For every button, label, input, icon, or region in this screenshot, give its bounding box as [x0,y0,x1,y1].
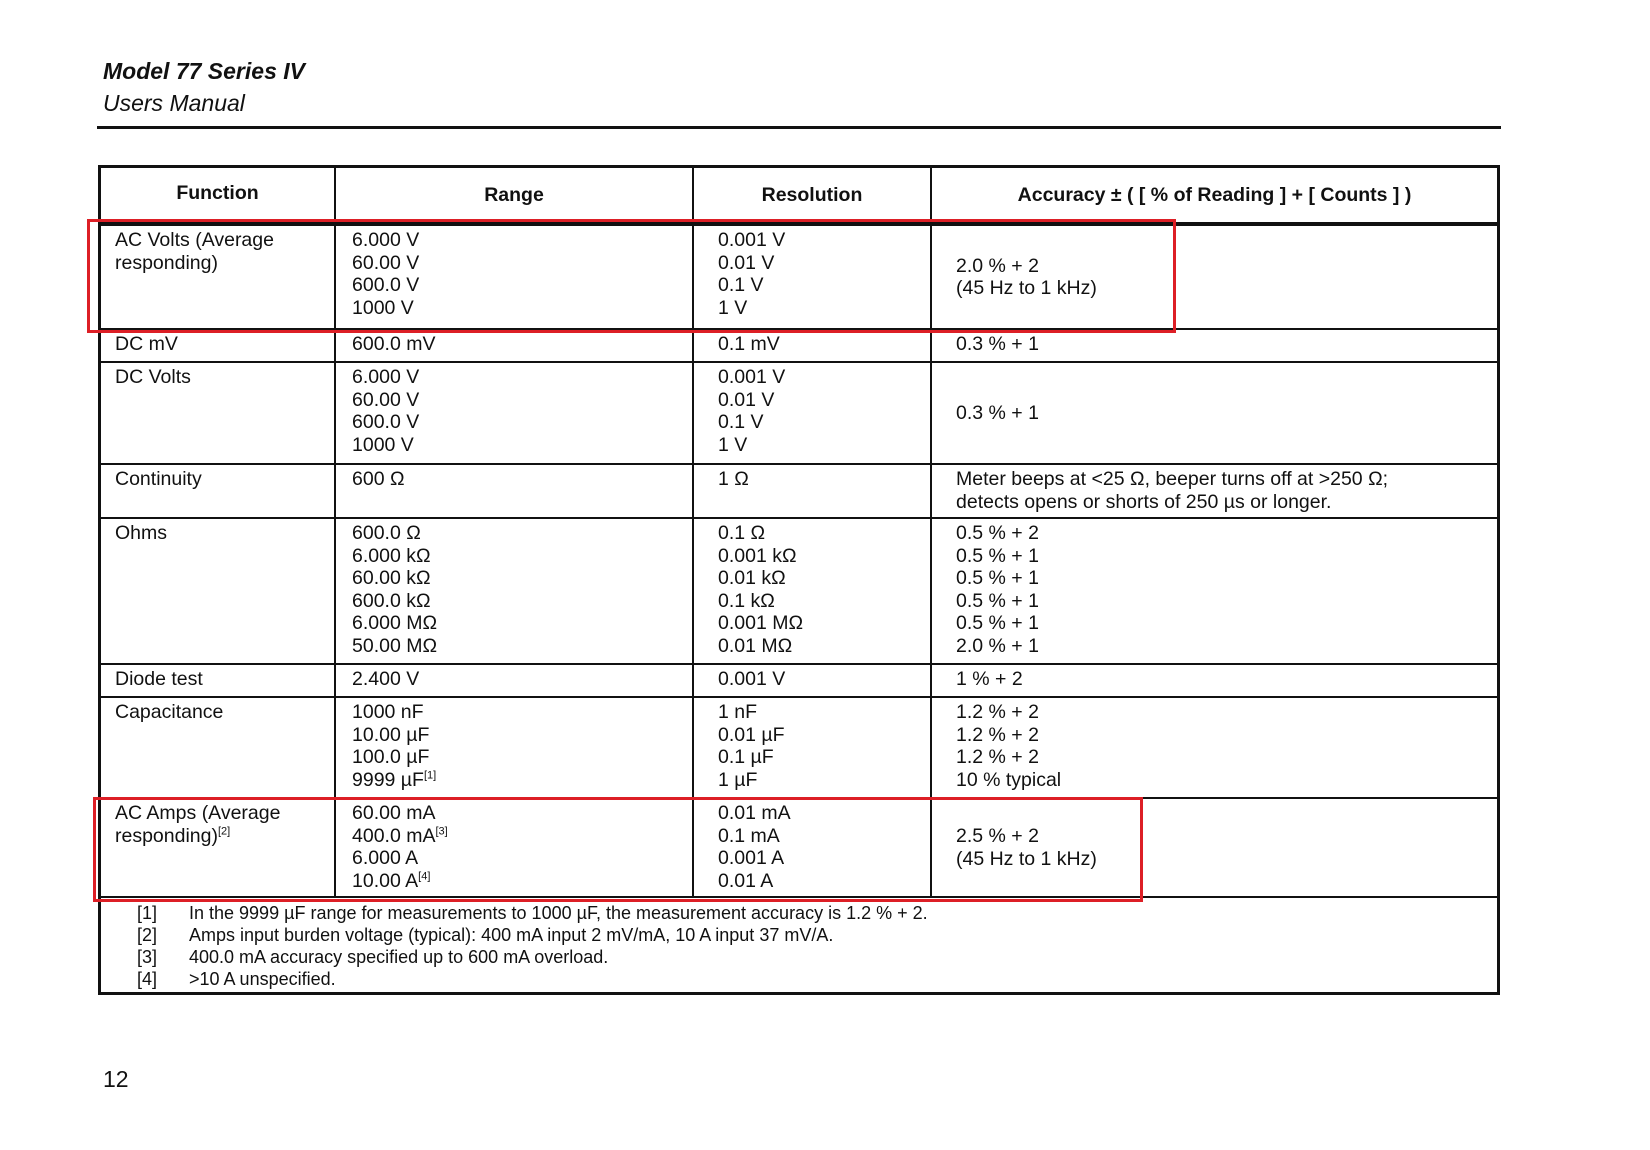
resolution-value: 0.1 µF [718,746,774,768]
accuracy-value: 10 % typical [956,768,1062,791]
range-cell [336,330,694,361]
footnote-number: [2] [137,925,158,945]
function-value: AC Volts (Average [115,229,274,251]
accuracy-value: (45 Hz to 1 kHz) [956,847,1097,870]
accuracy-cell [932,519,1497,663]
accuracy-value: (45 Hz to 1 kHz) [956,277,1097,299]
resolution-value: 0.001 V [718,668,786,690]
resolution-value: 0.001 A [718,847,785,869]
highlight-box-ac-amps [93,797,1143,902]
range-value: 50.00 MΩ [352,634,438,657]
function-value: Continuity [115,468,202,490]
accuracy-cell [932,330,1497,361]
accuracy-value: detects opens or shorts of 250 µs or longer. [956,490,1332,513]
accuracy-cell [932,465,1497,517]
function-value: DC mV [115,333,178,355]
resolution-cell [694,698,932,797]
resolution-cell [694,363,932,463]
function-cell [101,465,336,517]
footnote-reference: [2] [217,825,231,837]
manual-title: Model 77 Series IV [103,58,305,84]
range-value: 1000 V [352,296,414,319]
footnotes [101,898,1497,992]
function-cell [101,665,336,696]
range-value: 600 Ω [352,468,405,490]
table-row-dc-mv [101,330,1497,363]
resolution-value: 0.01 V [718,251,775,274]
footnote-text: 400.0 mA accuracy specified up to 600 mA overload. [189,947,609,967]
resolution-value: 1 V [718,296,748,319]
function-cell [101,363,336,463]
range-value: 6.000 MΩ [352,612,438,634]
range-value: 600.0 V [352,274,420,296]
accuracy-value: 1.2 % + 2 [956,746,1039,768]
footnote-text: In the 9999 µF range for measurements to 1000 µF, the measurement accuracy is 1.2 % + 2. [189,903,928,923]
resolution-value: 0.1 Ω [718,522,766,544]
accuracy-value: 1 % + 2 [956,668,1023,690]
footnote-item [101,924,1497,946]
table-row-dc-volts [101,363,1497,465]
resolution-value: 0.1 mA [718,824,780,847]
range-value: 10.00 A[4] [352,869,431,892]
accuracy-value: 0.5 % + 1 [956,567,1039,589]
accuracy-value: Meter beeps at <25 Ω, beeper turns off at >250 Ω; [956,468,1389,490]
footnote-reference: [4] [418,870,431,882]
footnote-number: [1] [137,903,158,923]
resolution-value: 0.001 V [718,229,786,251]
accuracy-cell [932,363,1497,463]
resolution-cell [694,519,932,663]
resolution-value: 0.1 mV [718,333,780,355]
range-cell [336,363,694,463]
resolution-value: 1 nF [718,701,758,723]
range-value: 60.00 kΩ [352,567,431,589]
resolution-cell [694,465,932,517]
table-row-capacitance [101,698,1497,799]
column-header-resolution: Resolution [694,168,932,222]
resolution-value: 0.001 MΩ [718,612,804,634]
footnote-item [101,946,1497,968]
footnote-number: [4] [137,969,158,989]
range-value: 600.0 V [352,411,420,433]
column-header-range: Range [336,168,694,222]
resolution-cell [694,330,932,361]
footnote-reference: [3] [435,825,448,837]
footnote-number: [3] [137,947,158,967]
resolution-value: 0.01 MΩ [718,634,793,657]
range-value: 60.00 mA [352,802,436,824]
range-cell [336,665,694,696]
resolution-value: 1 V [718,433,748,456]
function-value: responding)[2] [115,824,231,847]
range-value: 6.000 kΩ [352,544,431,567]
resolution-value: 0.1 V [718,274,764,296]
range-value: 1000 V [352,433,414,456]
accuracy-value: 0.5 % + 1 [956,612,1039,634]
range-cell [336,698,694,797]
resolution-value: 0.01 mA [718,802,791,824]
resolution-value: 0.01 kΩ [718,567,786,589]
footnote-text: Amps input burden voltage (typical): 400 mA input 2 mV/mA, 10 A input 37 mV/A. [189,925,834,945]
range-value: 6.000 A [352,847,419,869]
function-value: Ohms [115,522,168,544]
resolution-value: 1 Ω [718,468,749,490]
table-row-ohms [101,519,1497,665]
column-header-function: Function [101,168,336,222]
range-cell [336,519,694,663]
range-value: 600.0 kΩ [352,589,431,612]
table-header-row [101,168,1497,226]
range-value: 10.00 µF [352,723,430,746]
range-value: 100.0 µF [352,746,430,768]
range-value: 1000 nF [352,701,424,723]
range-value: 600.0 Ω [352,522,421,544]
footnote-item [101,902,1497,924]
header-rule [97,126,1501,129]
accuracy-value: 0.5 % + 1 [956,544,1039,567]
range-value: 6.000 V [352,229,420,251]
column-header-accuracy: Accuracy ± ( [ % of Reading ] + [ Counts ] ) [1017,183,1412,206]
footnote-reference: [1] [423,769,437,781]
range-value: 600.0 mV [352,333,436,355]
range-value: 2.400 V [352,668,420,690]
page-number: 12 [103,1066,129,1092]
resolution-value: 0.01 V [718,388,775,411]
table-row-diode-test [101,665,1497,698]
resolution-value: 1 µF [718,768,758,791]
accuracy-value: 1.2 % + 2 [956,723,1039,746]
function-cell [101,330,336,361]
resolution-value: 0.1 kΩ [718,589,775,612]
function-value: Diode test [115,668,203,690]
range-value: 400.0 mA[3] [352,824,448,847]
range-value: 6.000 V [352,366,420,388]
function-value: Capacitance [115,701,224,723]
highlight-box-ac-volts [87,219,1176,333]
range-value: 9999 µF[1] [352,768,437,791]
resolution-cell [694,665,932,696]
accuracy-value: 2.0 % + 2 [956,254,1039,277]
resolution-value: 0.001 kΩ [718,544,797,567]
resolution-value: 0.01 µF [718,723,785,746]
function-value: AC Amps (Average [115,802,281,824]
function-cell [101,698,336,797]
accuracy-value: 2.0 % + 1 [956,634,1039,657]
function-cell [101,519,336,663]
accuracy-cell [932,698,1497,797]
accuracy-value: 0.5 % + 1 [956,589,1039,612]
accuracy-value: 1.2 % + 2 [956,701,1039,723]
manual-subtitle: Users Manual [103,90,245,116]
resolution-value: 0.1 V [718,411,764,433]
resolution-value: 0.001 V [718,366,786,388]
range-value: 60.00 V [352,388,420,411]
function-value: DC Volts [115,366,191,388]
range-cell [336,465,694,517]
accuracy-value: 0.3 % + 1 [956,333,1039,355]
accuracy-value: 2.5 % + 2 [956,825,1039,847]
accuracy-value: 0.3 % + 1 [956,401,1039,424]
function-value: responding) [115,251,218,274]
accuracy-value: 0.5 % + 2 [956,522,1039,544]
footnote-text: >10 A unspecified. [189,969,336,989]
resolution-value: 0.01 A [718,869,774,892]
range-value: 60.00 V [352,251,420,274]
footnote-item [101,968,1497,990]
table-row-continuity [101,465,1497,519]
accuracy-cell [932,665,1497,696]
